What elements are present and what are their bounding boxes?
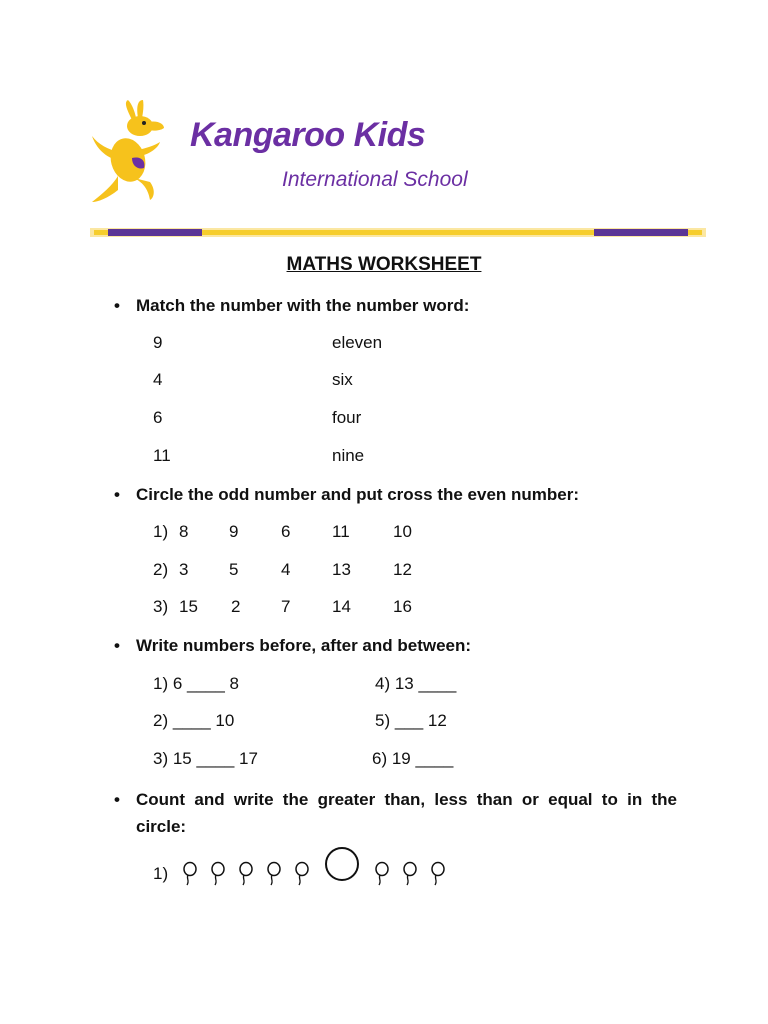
question-2-heading: • Circle the odd number and put cross the even number: [114,485,580,504]
question-3-heading: • Write numbers before, after and between: [114,636,472,655]
match-word: nine [332,446,365,465]
match-word: six [332,370,353,389]
balloon-icon [432,863,444,886]
row-label: 2) [153,560,169,579]
odd-even-number: 3 [179,560,189,579]
odd-even-number: 16 [393,597,412,616]
match-word: four [332,408,362,427]
odd-even-number: 8 [179,522,189,541]
match-number: 9 [153,333,163,352]
balloon-icon [268,863,280,886]
row-label: 1) [153,864,169,883]
bullet: • [114,296,120,315]
worksheet-title: MATHS WORKSHEET [286,254,482,275]
sequence-item: 1) 6 ____ 8 [153,674,240,693]
row-label: 1) [153,522,169,541]
answer-circle[interactable] [325,847,359,881]
sequence-item: 4) 13 ____ [375,674,457,693]
sequence-item: 2) ____ 10 [153,711,235,730]
school-name: Kangaroo Kids [190,116,426,154]
odd-even-number: 5 [229,560,239,579]
sequence-item: 5) ___ 12 [375,711,447,730]
balloon-icon [184,863,196,886]
balloon-icon [404,863,416,886]
odd-even-number: 7 [281,597,291,616]
sequence-item: 3) 15 ____ 17 [153,749,258,768]
question-1-heading: • Match the number with the number word: [114,296,470,315]
balloon-group-left [178,860,318,890]
balloon-icon [240,863,252,886]
odd-even-number: 9 [229,522,239,541]
kangaroo-logo [88,98,178,208]
odd-even-number: 4 [281,560,291,579]
odd-even-number: 2 [231,597,241,616]
match-number: 11 [153,446,171,465]
odd-even-number: 12 [393,560,412,579]
match-word: eleven [332,333,383,352]
header-divider [90,228,706,237]
odd-even-number: 10 [393,522,412,541]
odd-even-number: 11 [332,522,350,541]
odd-even-number: 15 [179,597,198,616]
balloon-icon [296,863,308,886]
balloon-icon [376,863,388,886]
school-subtitle: International School [282,168,468,191]
sequence-item: 6) 19 ____ [372,749,454,768]
question-4-heading: • Count and write the greater than, less than or equal to in the circle: [114,790,677,836]
match-number: 6 [153,408,163,427]
row-label: 3) [153,597,169,616]
odd-even-number: 13 [332,560,351,579]
odd-even-number: 6 [281,522,291,541]
odd-even-number: 14 [332,597,351,616]
balloon-icon [212,863,224,886]
balloon-group-right [370,860,450,890]
match-number: 4 [153,370,163,389]
